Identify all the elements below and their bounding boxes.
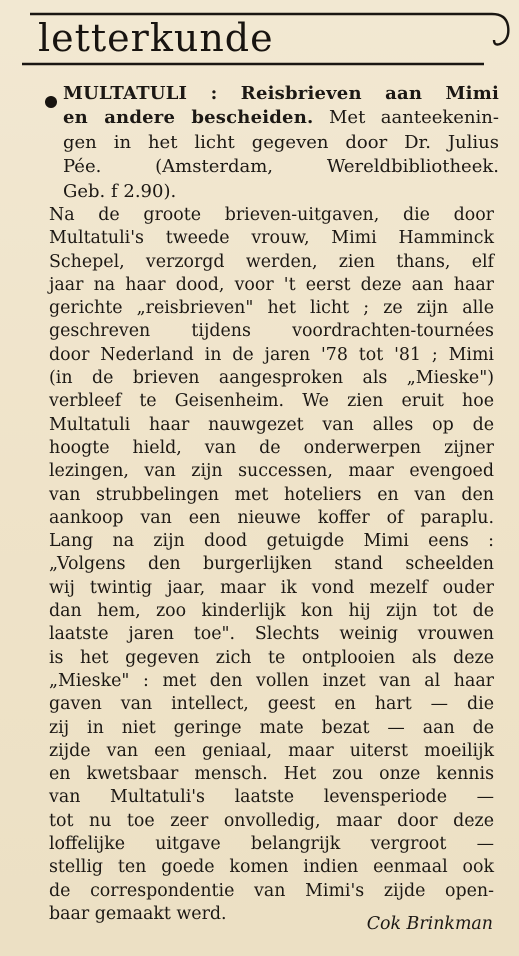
review-line: dan hem, zoo kinderlijk kon hij zijn tot de — [49, 601, 494, 622]
book-title-part: en andere bescheiden. — [63, 107, 314, 129]
book-meta-line: gen in het licht gegeven door Dr. Julius — [63, 131, 499, 153]
review-line: stellig ten goede komen indien eenmaal ook — [49, 857, 494, 878]
section-heading: letterkunde — [38, 16, 274, 60]
review-line: „Mieske" : met den vollen inzet van al haar — [49, 670, 494, 691]
review-line: (in de brieven aangesproken als „Mieske") — [49, 368, 494, 389]
review-line: lezingen, van zijn successen, maar evengoed — [49, 461, 494, 482]
book-citation — [63, 82, 499, 204]
review-line: „Volgens den burgerlijken stand scheelden — [49, 554, 494, 575]
review-line: loffelijke uitgave belangrijk vergroot — — [49, 834, 494, 855]
review-line: door Nederland in de jaren '78 tot '81 ; Mimi — [49, 344, 494, 365]
review-line: jaar na haar dood, voor 't eerst deze aan haar — [49, 274, 494, 295]
book-title-line-1 — [63, 82, 499, 106]
review-line: van strubbelingen met hoteliers en van den — [49, 484, 494, 505]
review-line: tot nu toe zeer onvolledig, maar door deze — [49, 810, 494, 831]
review-line: gerichte „reisbrieven" het licht ; ze zijn alle — [49, 298, 494, 319]
review-line: Multatuli's tweede vrouw, Mimi Hamminck — [49, 228, 494, 249]
review-line: zijde van een geniaal, maar uiterst moeilijk — [49, 740, 494, 761]
review-line: zij in niet geringe mate bezat — aan de — [49, 717, 494, 738]
review-line: en kwetsbaar mensch. Het zou onze kennis — [49, 764, 494, 785]
book-meta-line: Pée. (Amsterdam, Wereldbibliotheek. — [63, 156, 499, 178]
review-line: Lang na zijn dood getuigde Mimi eens : — [49, 531, 494, 552]
book-title-line-2 — [63, 106, 499, 130]
book-title-part: MULTATULI : Reisbrieven aan Mimi — [63, 83, 499, 104]
review-line: gaven van intellect, geest en hart — die — [49, 694, 494, 715]
book-meta-line: Geb. f 2.90). — [63, 180, 177, 202]
review-line: Multatuli haar nauwgezet van alles op de — [49, 414, 494, 435]
review-line: aankoop van een nieuwe koffer of paraplu. — [49, 507, 494, 528]
bullet-icon — [45, 96, 57, 108]
review-line: verbleef te Geisenheim. We zien eruit hoe — [49, 391, 494, 412]
book-meta-part: Met aanteekenin- — [328, 107, 499, 129]
review-line: laatste jaren toe". Slechts weinig vrouwen — [49, 624, 494, 645]
author-signature: Cok Brinkman — [366, 914, 493, 934]
review-line: is het gegeven zich te ontplooien als deze — [49, 647, 494, 668]
review-line: Schepel, verzorgd werden, zien thans, elf — [49, 251, 494, 272]
review-line: van Multatuli's laatste levensperiode — — [49, 787, 494, 808]
review-line: hoogte hield, van de onderwerpen zijner — [49, 437, 494, 458]
review-line: geschreven tijdens voordrachten-tournées — [49, 321, 494, 342]
review-line: de correspondentie van Mimi's zijde open- — [49, 880, 494, 901]
review-line: wij twintig jaar, maar ik vond mezelf ouder — [49, 577, 494, 598]
review-line: Na de groote brieven-uitgaven, die door — [49, 205, 494, 225]
review-body — [49, 204, 494, 926]
review-line-last: baar gemaakt werd. — [49, 903, 227, 924]
